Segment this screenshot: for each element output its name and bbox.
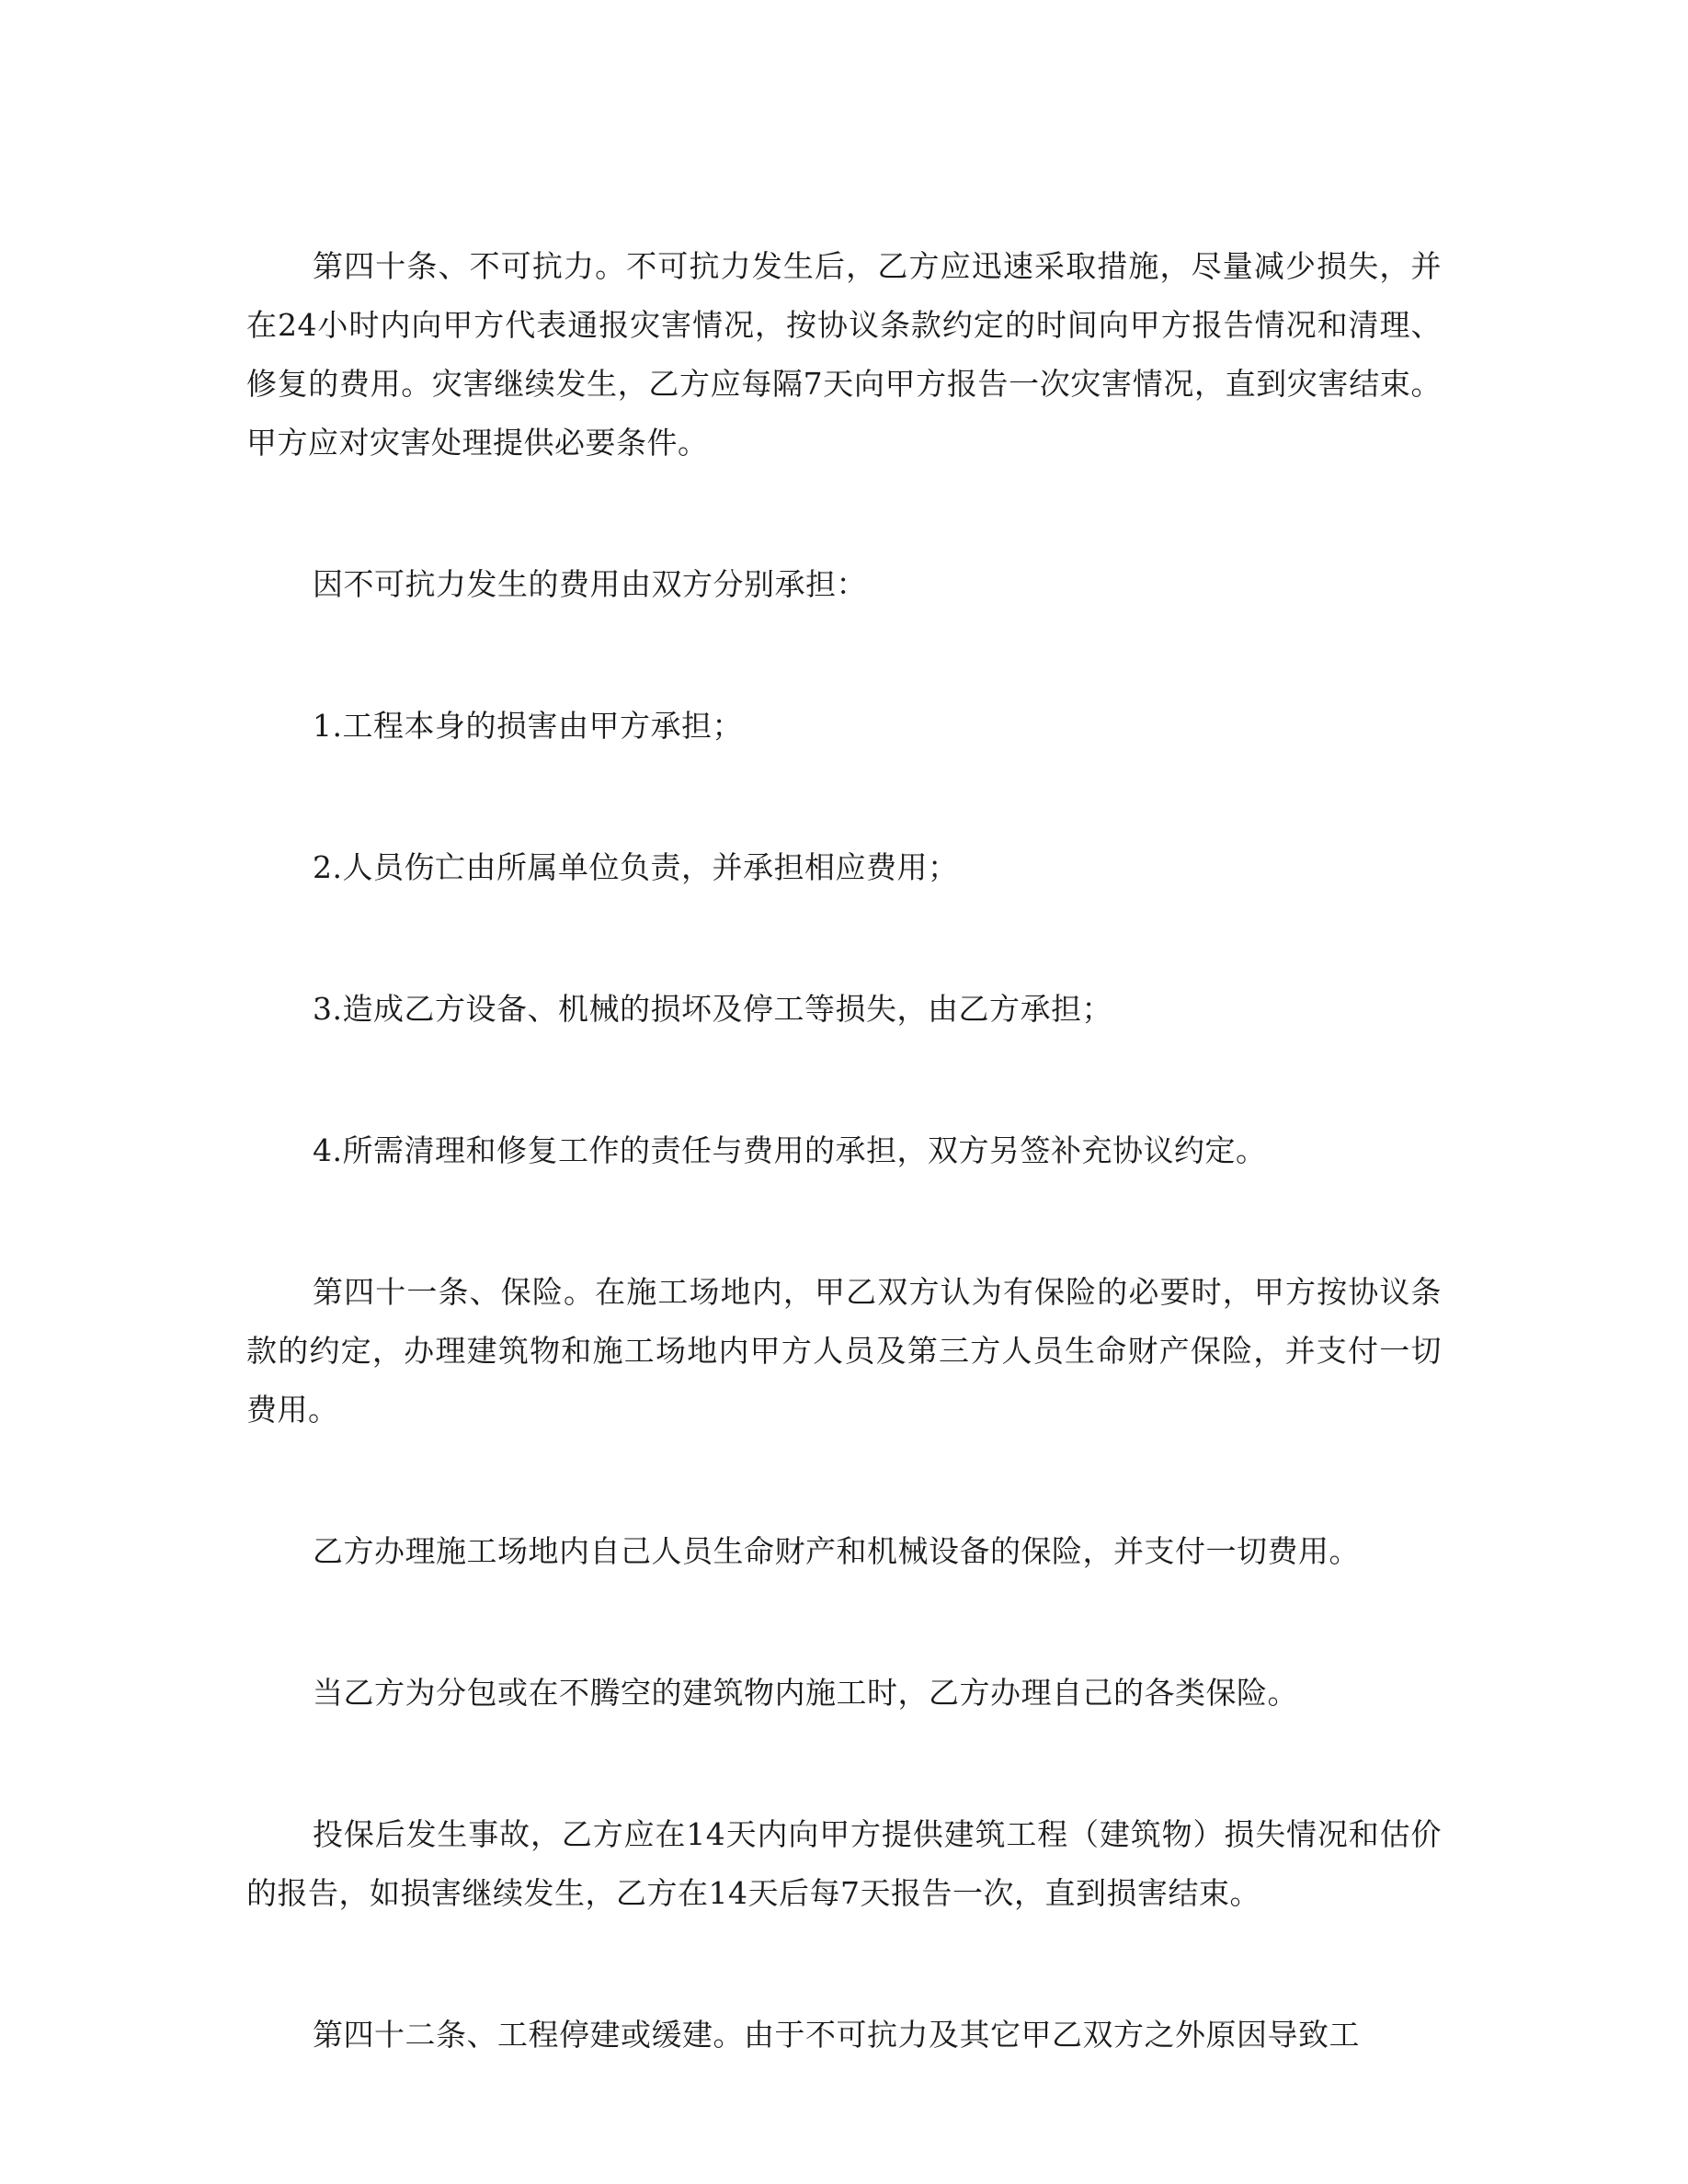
paragraph-contractor-insurance: 乙方办理施工场地内自己人员生命财产和机械设备的保险，并支付一切费用。	[313, 1533, 1360, 1569]
list-item-2: 2.人员伤亡由所属单位负责，并承担相应费用；	[313, 849, 959, 885]
paragraph-accident-report: 投保后发生事故，乙方应在14天内向甲方提供建筑工程（建筑物）损失情况和估价的报告，如损害继续发生，乙方在14天后每7天报告一次，直到损害结束。	[246, 1816, 1442, 1911]
list-item-4: 4.所需清理和修复工作的责任与费用的承担，双方另签补充协议约定。	[313, 1132, 1267, 1168]
paragraph-article-40: 第四十条、不可抗力。不可抗力发生后，乙方应迅速采取措施，尽量减少损失，并在24小时内向甲方代表通报灾害情况，按协议条款约定的时间向甲方报告情况和清理、修复的费用。灾害继续发生，乙方应每隔7天向甲方报告一次灾害情况，直到灾害结束。甲方应对灾害处理提供必要条件。	[246, 248, 1442, 461]
document-body	[246, 237, 1442, 2065]
paragraph-subcontract-insurance: 当乙方为分包或在不腾空的建筑物内施工时，乙方办理自己的各类保险。	[313, 1675, 1298, 1711]
paragraph-article-41: 第四十一条、保险。在施工场地内，甲乙双方认为有保险的必要时，甲方按协议条款的约定，办理建筑物和施工场地内甲方人员及第三方人员生命财产保险，并支付一切费用。	[246, 1274, 1442, 1428]
list-item-3: 3.造成乙方设备、机械的损坏及停工等损失，由乙方承担；	[313, 991, 1112, 1027]
paragraph-force-majeure-costs: 因不可抗力发生的费用由双方分别承担：	[313, 566, 867, 602]
paragraph-article-42: 第四十二条、工程停建或缓建。由于不可抗力及其它甲乙双方之外原因导致工	[313, 2017, 1360, 2053]
list-item-1: 1.工程本身的损害由甲方承担；	[313, 708, 743, 744]
